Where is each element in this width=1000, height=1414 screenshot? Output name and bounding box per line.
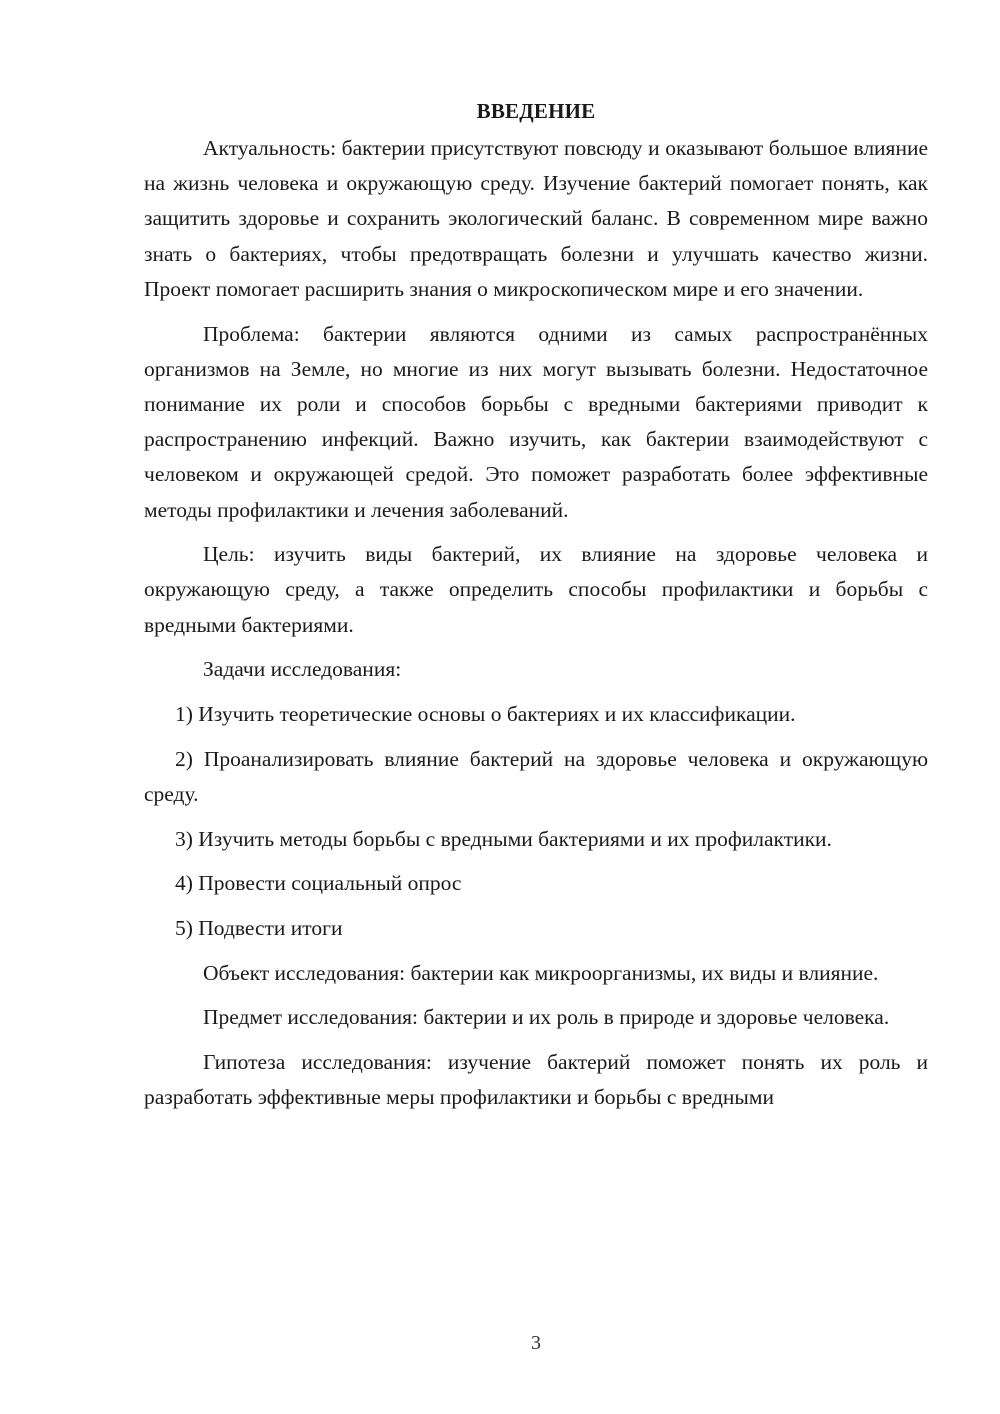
paragraph-tasks-heading: Задачи исследования:: [203, 657, 402, 682]
paragraph-object: Объект исследования: бактерии как микроорганизмы, их виды и влияние.: [203, 960, 879, 985]
paragraph-goal: Цель: изучить виды бактерий, их влияние на здоровье человека и окружающую среду, а также определить способы профилактики и борьбы с вредными бактериями.: [144, 542, 928, 637]
task-item-2: 2) Проанализировать влияние бактерий на здоровье человека и окружающую среду.: [144, 746, 928, 806]
task-item-5: 5) Подвести итоги: [175, 916, 343, 941]
paragraph-problem: Проблема: бактерии являются одними из самых распространённых организмов на Земле, но многие из них могут вызывать болезни. Недостаточное понимание их роли и способов борьбы с вредными бактериями приводит к распространению инфекций. Важно изучить, как бактерии взаимодействуют с человеком и окружающей средой. Это поможет разработать более эффективные методы профилактики и лечения заболеваний.: [144, 321, 928, 522]
section-title: ВВЕДЕНИЕ: [476, 99, 596, 123]
task-item-3: 3) Изучить методы борьбы с вредными бактериями и их профилактики.: [175, 826, 832, 851]
paragraph-relevance: Актуальность: бактерии присутствуют повсюду и оказывают большое влияние на жизнь человека и окружающую среду. Изучение бактерий помогает понять, как защитить здоровье и сохранить экологический баланс. В современном мире важно знать о бактериях, чтобы предотвращать болезни и улучшать качество жизни. Проект помогает расширить знания о микроскопическом мире и его значении.: [144, 136, 928, 301]
page-number: 3: [531, 1332, 541, 1354]
paragraph-subject: Предмет исследования: бактерии и их роль в природе и здоровье человека.: [203, 1005, 890, 1030]
page-content: [144, 94, 928, 1116]
task-item-1: 1) Изучить теоретические основы о бактериях и их классификации.: [175, 702, 796, 727]
paragraph-hypothesis: Гипотеза исследования: изучение бактерий поможет понять их роль и разработать эффективные меры профилактики и борьбы с вредными: [144, 1050, 928, 1110]
task-item-4: 4) Провести социальный опрос: [175, 871, 462, 896]
